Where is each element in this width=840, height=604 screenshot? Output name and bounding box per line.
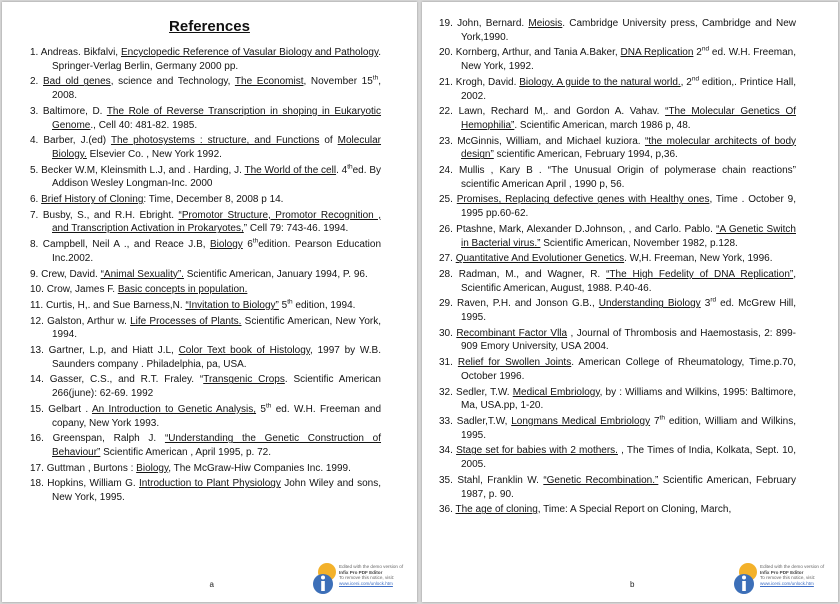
reference-number: 34. [439, 445, 453, 457]
reference-text: Campbell, Neil A ., and Reace J.B, [42, 239, 210, 251]
reference-text: Ptashne, Mark, Alexander D.Johnson, , and Carlo. Pablo. [456, 223, 717, 235]
reference-text: of [319, 135, 338, 147]
reference-text: John, Bernard. [457, 18, 529, 29]
reference-title: The World of the cell [244, 164, 337, 176]
reference-number: 14. [30, 374, 44, 386]
reference-number: 16. [30, 433, 44, 445]
reference-entry [439, 415, 796, 442]
reference-text: 6 [242, 239, 253, 251]
reference-text: Scientific American, November 1982, p.128. [540, 237, 738, 249]
reference-title: “Promotor Structure, Promotor Recognition , and Transcription Activation in Prokaryotes, [52, 209, 381, 235]
reference-text: , Time . October 9, 1995 pp.60-62. [461, 194, 796, 220]
reference-title: “Genetic Recombination.” [543, 474, 659, 486]
reference-entry [439, 164, 796, 191]
reference-text: . Springer-Verlag Berlin, Germany 2000 pp. [52, 47, 381, 72]
reference-entry [439, 297, 796, 324]
reference-entry [30, 105, 381, 132]
reference-entry [30, 268, 381, 282]
reference-entry [30, 209, 381, 236]
reference-text: , November 15 [303, 76, 373, 88]
demo-notice-b [734, 562, 830, 598]
reference-entry [30, 373, 381, 400]
references-heading: References [169, 18, 250, 35]
reference-entry [439, 356, 796, 383]
reference-entry [30, 462, 381, 476]
reference-entry [30, 477, 381, 504]
reference-text: Busby, S., and R.H. Ebright. [42, 209, 179, 221]
reference-text: Gelbart . [48, 403, 92, 415]
reference-title: The photosystems : structure, and Functions [110, 135, 320, 147]
reference-entry [30, 283, 381, 297]
reference-entry [439, 193, 796, 220]
reference-title: An Introduction to Genetic Analysis, [91, 403, 257, 415]
reference-text: . American College of Rheumatology, Time.p.70, October 1996. [461, 357, 796, 382]
reference-text: Scientific American, New York, 1994. [52, 315, 381, 341]
reference-text: ed. W.H. Freeman and copany, New York 1993. [52, 403, 382, 429]
reference-text: . Scientific American, march 1986 p, 48. [514, 119, 691, 131]
reference-text: Curtis, H,. and Sue Barness,N. [45, 299, 186, 311]
reference-text: ed. McGrew Hill, 1995. [461, 298, 797, 324]
reference-text: Radman, M., and Wagner, R. [458, 268, 607, 280]
reference-text: ed. W.H. Freeman, New York, 1992. [461, 47, 797, 73]
reference-title: Biology [136, 462, 169, 474]
reference-text: ed. By Addison Wesley Longman-Inc. 2000 [52, 164, 381, 190]
reference-text: Elsevier Co. , New York 1992. [86, 148, 222, 160]
page-a [2, 2, 417, 602]
reference-text: . Scientific American 266(june): 62-69. 1992 [52, 374, 381, 400]
reference-number: 1. [30, 47, 39, 58]
reference-text: Mullis , Kary B . “The Unusual Origin of polymerase chain reactions” scientific American April , 1990 p, 56. [459, 165, 796, 190]
reference-list-b [439, 17, 796, 519]
reference-text: th [347, 163, 353, 171]
reference-text: edition, William and Wilkins, 1995. [461, 415, 796, 441]
reference-entry [439, 135, 796, 162]
reference-entry [30, 315, 381, 342]
reference-title: The Role of Reverse Transcription in shoping in Eukaryotic Genome [52, 105, 382, 131]
reference-number: 3. [30, 105, 39, 117]
reference-text: Scientific American , April 1995, p. 72. [100, 446, 272, 458]
reference-entry [439, 252, 796, 266]
reference-text: 7 [650, 415, 660, 427]
reference-title: Bad old genes [43, 76, 111, 88]
reference-title: Medical Embriology [512, 386, 600, 398]
reference-text: Raven, P.H. and Jonson G.B., [456, 298, 599, 310]
unlock-link[interactable]: www.iceni.com/unlock.htm [339, 580, 393, 586]
reference-text: Crow, James F. [46, 284, 118, 296]
reference-text: Kornberg, Arthur, and Tania A.Baker, [455, 47, 621, 59]
reference-title: Biology. A guide to the natural world. [519, 76, 681, 88]
reference-number: 15. [30, 403, 44, 415]
reference-text: Guttman , Burtons : [46, 462, 137, 474]
demo-notice-a [313, 562, 409, 598]
reference-text: Crew, David. [41, 268, 101, 280]
reference-title: Transgenic Crops [203, 374, 285, 386]
reference-title: Meiosis [528, 18, 563, 29]
reference-text: Lawn, Rechard M,. and Gordon A. Vahav. [458, 106, 666, 118]
reference-entry [439, 46, 796, 73]
reference-text: Krogh, David. [455, 76, 520, 88]
reference-text: nd [691, 75, 700, 83]
reference-text: Gasser, C.S., and R.T. Fraley. “ [49, 374, 204, 386]
reference-number: 17. [30, 462, 44, 474]
reference-entry [30, 46, 381, 73]
reference-entry [30, 75, 381, 102]
reference-title: Molecular Biology. [52, 135, 382, 160]
reference-title: DNA Replication [620, 47, 694, 59]
reference-text: Greenspan, Ralph J. [52, 433, 165, 445]
reference-number: 30. [439, 327, 453, 339]
reference-entry [439, 474, 796, 501]
reference-number: 2. [30, 76, 39, 88]
reference-text: , 2 [680, 76, 692, 88]
reference-entry [30, 193, 381, 207]
reference-title: Encyclopedic Reference of Vasular Biology and Pathology [121, 47, 379, 58]
reference-title: Recombinant Factor Vlla [456, 327, 568, 339]
reference-text: Hopkins, William G. [47, 478, 140, 490]
reference-text: th [265, 402, 272, 410]
reference-list-a [30, 46, 381, 507]
reference-title: Biology [209, 239, 243, 251]
reference-title: “Invitation to Biology” [185, 299, 279, 311]
reference-text: 5 [256, 403, 266, 415]
reference-number: 31. [439, 357, 453, 369]
reference-entry [30, 403, 381, 430]
reference-text: th [659, 414, 665, 422]
reference-text: 5 [278, 299, 288, 311]
reference-title: Promises, Replacing defective genes with Healthy ones [456, 194, 710, 206]
infix-logo-icon [734, 562, 758, 596]
reference-text: rd [710, 297, 717, 305]
reference-text: th [372, 75, 379, 83]
reference-entry [439, 268, 796, 295]
reference-number: 9. [30, 268, 39, 280]
reference-text: 2 [693, 47, 702, 59]
reference-number: 20. [439, 47, 453, 59]
reference-entry [30, 432, 381, 459]
reference-text: Stahl, Franklin W. [457, 474, 544, 486]
reference-text: John Wiley and sons, New York, 1995. [52, 478, 382, 504]
reference-number: 35. [439, 474, 453, 486]
reference-text: , Journal of Thrombosis and Haemostasis, 2: 899-909 Emory University, USA 2004. [461, 327, 796, 353]
reference-entry [30, 238, 381, 265]
reference-text: , The McGraw-Hiw Companies Inc. 1999. [168, 462, 351, 474]
reference-number: 22. [439, 106, 453, 118]
reference-text: th [252, 237, 259, 245]
reference-text: , 2008. [52, 76, 381, 102]
reference-text: edition, 1994. [292, 299, 356, 311]
reference-title: Stage set for babies with 2 mothers. [456, 445, 618, 457]
reference-number: 13. [30, 345, 44, 357]
reference-number: 7. [30, 209, 39, 221]
reference-text: th [287, 298, 293, 306]
demo-notice-text-b: Edited with the demo version of Infix Pro PDF Editor To remove this notice, visit: www.iceni.com/unlock.htm [760, 564, 825, 586]
reference-number: 21. [439, 76, 453, 88]
reference-entry [439, 444, 796, 471]
reference-number: 36. [439, 504, 453, 516]
reference-title: “The Molecular Genetics Of Hemophilia” [461, 106, 797, 131]
reference-entry [439, 76, 796, 103]
reference-title: “the molecular architects of body design” [461, 135, 797, 161]
reference-number: 23. [439, 135, 453, 147]
reference-text: , Time: A Special Report on Cloning, March, [537, 504, 732, 516]
reference-text: edition,. Printice Hall, 2002. [461, 76, 796, 102]
reference-title: The Economist [234, 76, 304, 88]
reference-number: 33. [439, 415, 453, 427]
reference-number: 8. [30, 239, 39, 251]
reference-entry [30, 134, 381, 161]
page-b [422, 2, 838, 602]
reference-number: 6. [30, 194, 39, 206]
reference-number: 28. [439, 268, 453, 280]
reference-title: Life Processes of Plants. [130, 315, 242, 327]
reference-text: Gartner, L.p, and Hiatt J.L, [48, 345, 179, 357]
reference-number: 27. [439, 253, 453, 265]
reference-number: 24. [439, 165, 453, 177]
reference-text: , science and Technology, [110, 76, 235, 88]
reference-number: 32. [439, 386, 453, 398]
reference-entry [30, 344, 381, 371]
reference-text: , Scientific American, August, 1988. P.40-46. [461, 268, 796, 294]
reference-text: Scientific American, January 1994, P. 96. [183, 268, 368, 280]
reference-title: Color Text book of Histology [178, 345, 311, 357]
reference-text: . W,H. Freeman, New York, 1996. [624, 253, 773, 265]
reference-title: “Animal Sexuality”. [100, 268, 184, 280]
reference-title: Relief for Swollen Joints [457, 357, 572, 369]
reference-text: Sadler,T.W, [456, 415, 512, 427]
reference-text: nd [701, 46, 710, 54]
reference-number: 11. [30, 299, 44, 311]
reference-number: 19. [439, 18, 453, 29]
reference-text: ” Cell 79: 743-46. 1994. [243, 223, 349, 235]
reference-text: : Time, December 8, 2008 p 14. [143, 194, 284, 206]
reference-text: edition. Pearson Education Inc.2002. [52, 239, 382, 264]
reference-text: Sedler, T.W. [456, 386, 513, 398]
reference-entry [439, 386, 796, 413]
reference-text: , by : Williams and Wilkins, 1995: Baltimore, Ma, USA.pp, 1-20. [461, 386, 797, 412]
reference-entry [439, 17, 796, 44]
reference-title: Introduction to Plant Physiology [139, 478, 281, 490]
reference-number: 18. [30, 478, 44, 490]
reference-title: “Understanding the Genetic Construction of Behaviour” [52, 433, 382, 458]
reference-number: 4. [30, 135, 39, 147]
unlock-link[interactable]: www.iceni.com/unlock.htm [760, 580, 814, 586]
reference-number: 10. [30, 284, 44, 296]
reference-text: Galston, Arthur w. [47, 315, 131, 327]
reference-text: Barber, J.(ed) [43, 135, 111, 147]
infix-logo-icon [313, 562, 337, 596]
reference-entry [439, 105, 796, 132]
reference-title: Longmans Medical Embriology [511, 415, 651, 427]
reference-text: . 4 [336, 164, 348, 176]
page-number-b: b [630, 580, 635, 589]
reference-title: Quantitative And Evolutioner Genetics [455, 253, 625, 265]
reference-entry [30, 299, 381, 313]
reference-number: 25. [439, 194, 453, 206]
reference-text: Becker W.M, Kleinsmith L.J, and . Harding, J. [41, 164, 245, 176]
reference-text: Scientific American, February 1987, p. 90. [461, 474, 797, 500]
reference-text: Baltimore, D. [42, 105, 107, 117]
reference-text: 3 [700, 298, 711, 310]
reference-text: Andreas. Bikfalvi, [40, 47, 121, 58]
reference-text: , The Times of India, Kolkata, Sept. 10, 2005. [461, 445, 796, 471]
reference-entry [439, 327, 796, 354]
reference-number: 12. [30, 315, 44, 327]
reference-title: Understanding Biology [598, 298, 701, 310]
reference-title: “A Genetic Switch in Bacterial virus.” [461, 223, 796, 249]
reference-text: McGinnis, William, and Michael kuziora. [457, 135, 645, 147]
demo-notice-text-a: Edited with the demo version of Infix Pro PDF Editor To remove this notice, visit: www.iceni.com/unlock.htm [339, 564, 404, 586]
reference-number: 5. [30, 164, 39, 176]
reference-number: 26. [439, 223, 453, 235]
reference-text: ., Cell 40: 481-82. 1985. [90, 119, 198, 131]
reference-title: Basic concepts in population. [117, 284, 248, 296]
reference-text: . Cambridge University press, Cambridge and New York,1990. [461, 18, 796, 43]
reference-title: The age of cloning [455, 504, 538, 516]
reference-number: 29. [439, 298, 453, 310]
reference-text: scientific American, February 1994, p,36. [493, 149, 678, 161]
reference-title: Brief History of Cloning [41, 194, 144, 206]
reference-text: , 1997 by W.B. Saunders company . Philadelphia, pa, USA. [52, 345, 381, 370]
reference-title: “The High Fedelity of DNA Replication” [606, 268, 794, 280]
page-number-a: a [209, 580, 214, 589]
reference-entry [30, 164, 381, 191]
reference-entry [439, 223, 796, 250]
reference-entry [439, 503, 796, 517]
